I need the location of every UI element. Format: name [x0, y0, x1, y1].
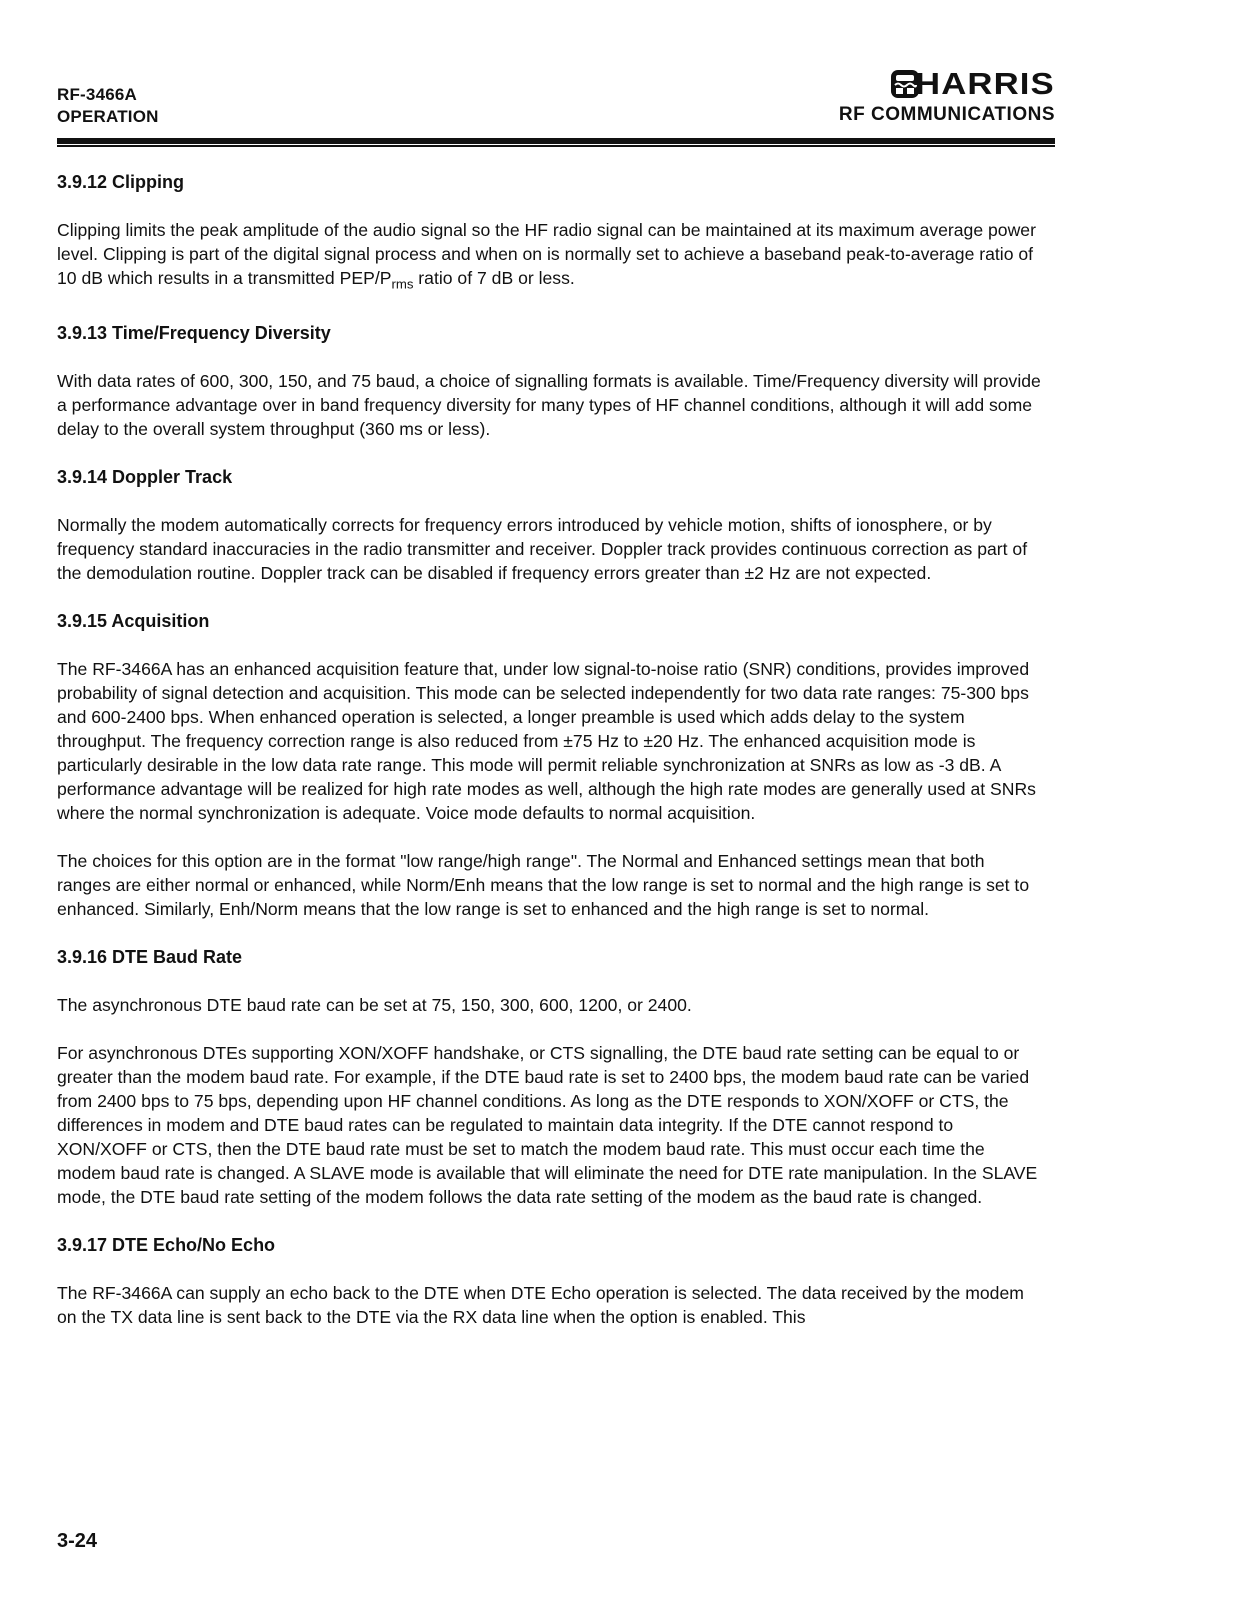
division-name: RF COMMUNICATIONS — [838, 104, 1055, 125]
paragraph: Clipping limits the peak amplitude of the audio signal so the HF radio signal can be maintained at its maximum average power level. Clipping is part of the digital signal process and when on is normally set to achieve a baseband peak-to-average ratio of 10 dB which results in a transmitted PEP/$P_{rms}$ ratio of 7 dB or less. — [57, 220, 1036, 292]
section-heading: 3.9.16 DTE Baud Rate — [57, 946, 243, 967]
section-heading: 3.9.15 Acquisition — [57, 610, 210, 631]
paragraph: The asynchronous DTE baud rate can be set at 75, 150, 300, 600, 1200, or 2400. — [57, 994, 692, 1015]
section-heading: 3.9.12 Clipping — [57, 172, 185, 192]
paragraph: For asynchronous DTEs supporting XON/XOFF handshake, or CTS signalling, the DTE baud rate setting can be equal to or greater than the modem baud rate. For example, if the DTE baud rate is set to 2400 bps, the modem baud rate can be varied from 2400 bps to 75 bps, depending upon HF channel conditions. As long as the DTE responds to XON/XOFF or CTS, the differences in modem and DTE baud rates can be regulated to maintain data integrity. If the DTE cannot respond to XON/XOFF or CTS, then the DTE baud rate must be set to match the modem baud rate. This must occur each time the modem baud rate is changed. A SLAVE mode is available that will eliminate the need for DTE rate manipulation. In the SLAVE mode, the DTE baud rate setting of the modem follows the data rate setting of the modem as the baud rate is changed. — [57, 1042, 1038, 1207]
section-dte-echo — [57, 1233, 1042, 1329]
page-body — [57, 170, 1042, 1353]
section-heading: 3.9.17 DTE Echo/No Echo — [57, 1234, 276, 1255]
section-name: OPERATION — [57, 107, 159, 126]
document-number: RF-3466A — [57, 85, 138, 104]
section-doppler-track — [57, 465, 1042, 585]
company-branding — [839, 66, 1055, 126]
brand-name: HARRIS — [915, 66, 1055, 101]
brand-logo — [839, 66, 1055, 102]
section-dte-baud-rate — [57, 945, 1042, 1209]
page-number: 3-24 — [57, 1530, 98, 1552]
paragraph: The RF-3466A can supply an echo back to the DTE when DTE Echo operation is selected. The data received by the modem on the TX data line is sent back to the DTE via the RX data line when the option is enabled. This — [57, 1282, 1024, 1327]
header-rule — [57, 138, 1055, 144]
section-acquisition — [57, 609, 1042, 921]
section-clipping — [57, 170, 1042, 297]
section-time-frequency-diversity — [57, 321, 1042, 441]
paragraph: With data rates of 600, 300, 150, and 75 baud, a choice of signalling formats is available. Time/Frequency diversity will provide a performance advantage over in band frequency diversity for many types of HF channel conditions, although it will add some delay to the overall system throughput (360 ms or less). — [57, 370, 1041, 439]
paragraph: Normally the modem automatically corrects for frequency errors introduced by vehicle motion, shifts of ionosphere, or by frequency standard inaccuracies in the radio transmitter and receiver. Doppler track provides continuous correction as part of the demodulation routine. Doppler track can be disabled if frequency errors greater than ±2 Hz are not expected. — [57, 514, 1028, 583]
document-identifier — [57, 84, 159, 128]
section-heading: 3.9.14 Doppler Track — [57, 466, 233, 487]
paragraph: The RF-3466A has an enhanced acquisition feature that, under low signal-to-noise ratio (SNR) conditions, provides improved probability of signal detection and acquisition. This mode can be selected independently for two data rate ranges: 75-300 bps and 600-2400 bps. When enhanced operation is selected, a longer preamble is used which adds delay to the system throughput. The frequency correction range is also reduced from ±75 Hz to ±20 Hz. The enhanced acquisition mode is particularly desirable in the low data rate range. This mode will permit reliable synchronization at SNRs as low as -3 dB. A performance advantage will be realized for high rate modes as well, although the high rate modes are generally used at SNRs where the normal synchronization is adequate. Voice mode defaults to normal acquisition. — [57, 658, 1036, 823]
paragraph: The choices for this option are in the format "low range/high range". The Normal and Enhanced settings mean that both ranges are either normal or enhanced, while Norm/Enh means that the low range is set to normal and the high range is set to enhanced. Similarly, Enh/Norm means that the low range is set to enhanced and the high range is set to normal. — [57, 850, 1030, 919]
section-heading: 3.9.13 Time/Frequency Diversity — [57, 322, 331, 343]
